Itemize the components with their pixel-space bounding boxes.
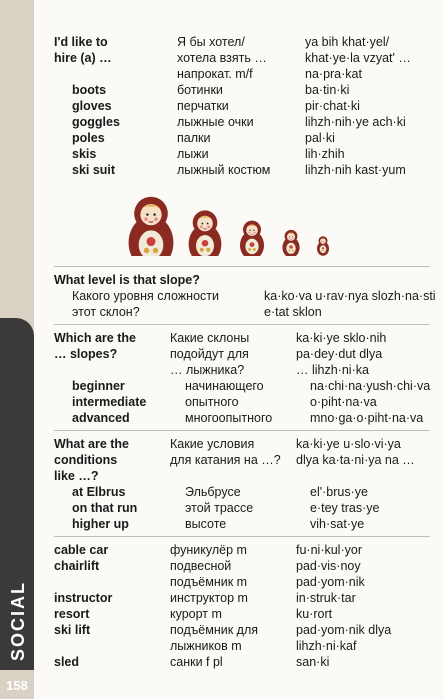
doll-smallest xyxy=(317,236,329,256)
phrase-row xyxy=(0,288,444,304)
phrase-row xyxy=(0,558,444,574)
transliteration: pir·chat·ki xyxy=(305,99,360,113)
phrase-row xyxy=(0,162,444,178)
phrase-row xyxy=(0,98,444,114)
phrase-block-which-slopes xyxy=(0,330,444,426)
russian-phrase: Какие склоны xyxy=(170,331,250,345)
english-word: instructor xyxy=(54,591,113,605)
phrase-row xyxy=(0,304,444,320)
russian-phrase: для катания на …? xyxy=(170,453,281,467)
phrase-row xyxy=(0,130,444,146)
transliteration: lih·zhih xyxy=(305,147,345,161)
english-word: chairlift xyxy=(54,559,100,573)
russian-phrase: подойдут для xyxy=(170,347,249,361)
russian-word: опытного xyxy=(185,395,239,409)
english-word: intermediate xyxy=(72,395,147,409)
english-phrase: hire (a) … xyxy=(54,51,112,65)
english-word: resort xyxy=(54,607,90,621)
phrase-row xyxy=(0,436,444,452)
phrase-row xyxy=(0,272,444,288)
phrase-row xyxy=(0,516,444,532)
transliteration: ka·ko·va u·rav·nya slozh·na·sti xyxy=(264,289,436,303)
section-divider xyxy=(54,266,430,267)
transliteration: na·pra·kat xyxy=(305,67,362,81)
phrase-row xyxy=(0,330,444,346)
phrase-row xyxy=(0,346,444,362)
phrase-row xyxy=(0,394,444,410)
transliteration: fu·ni·kul·yor xyxy=(296,543,362,557)
english-word: beginner xyxy=(72,379,125,393)
transliteration: lihzh·nih kast·yum xyxy=(305,163,406,177)
phrase-row xyxy=(0,574,444,590)
english-word: skis xyxy=(72,147,97,161)
russian-phrase: этот склон? xyxy=(72,305,140,319)
transliteration: ba·tin·ki xyxy=(305,83,350,97)
russian-word: перчатки xyxy=(177,99,229,113)
transliteration: lihzh·ni·kaf xyxy=(296,639,357,653)
russian-word: фуникулёр m xyxy=(170,543,247,557)
phrase-block-slope-level xyxy=(0,272,444,320)
english-phrase: What level is that slope? xyxy=(54,273,200,287)
english-phrase: Which are the xyxy=(54,331,136,345)
russian-word: начинающего xyxy=(185,379,264,393)
russian-word: лыжи xyxy=(177,147,209,161)
english-word: ski lift xyxy=(54,623,91,637)
russian-word: ботинки xyxy=(177,83,223,97)
phrase-row xyxy=(0,82,444,98)
doll-small xyxy=(240,221,264,256)
doll-smaller xyxy=(282,230,299,256)
section-divider xyxy=(54,324,430,325)
transliteration: ku·rort xyxy=(296,607,333,621)
phrase-block-conditions xyxy=(0,436,444,532)
phrase-row xyxy=(0,114,444,130)
phrase-row xyxy=(0,378,444,394)
phrase-row xyxy=(0,468,444,484)
phrase-row xyxy=(0,484,444,500)
transliteration: ka·ki·ye u·slo·vi·ya xyxy=(296,437,401,451)
phrase-row xyxy=(0,500,444,516)
phrase-block-hire xyxy=(0,34,444,178)
english-word: ski suit xyxy=(72,163,116,177)
english-word: at Elbrus xyxy=(72,485,126,499)
russian-phrase: … лыжника? xyxy=(170,363,245,377)
russian-phrase: хотела взять … xyxy=(177,51,267,65)
english-word: poles xyxy=(72,131,105,145)
phrase-row xyxy=(0,452,444,468)
english-word: boots xyxy=(72,83,107,97)
russian-word: инструктор m xyxy=(170,591,248,605)
transliteration: pa·dey·dut dlya xyxy=(296,347,383,361)
russian-word: лыжный костюм xyxy=(177,163,271,177)
phrase-block-vocabulary xyxy=(0,542,444,670)
russian-word: подъёмник m xyxy=(170,575,248,589)
phrase-row xyxy=(0,606,444,622)
russian-word: лыжников m xyxy=(170,639,242,653)
russian-phrase: напрокат. m/f xyxy=(177,67,253,81)
transliteration: pad·yom·nik dlya xyxy=(296,623,392,637)
english-phrase: like …? xyxy=(54,469,99,483)
transliteration: o·piht·na·va xyxy=(310,395,377,409)
transliteration: pad·vis·noy xyxy=(296,559,361,573)
transliteration: pad·yom·nik xyxy=(296,575,365,589)
matryoshka-dolls-illustration xyxy=(125,184,345,256)
russian-word: этой трассе xyxy=(185,501,254,515)
russian-word: многоопытного xyxy=(185,411,273,425)
section-divider xyxy=(54,430,430,431)
transliteration: dlya ka·ta·ni·ya na … xyxy=(296,453,415,467)
transliteration: khat·ye·la vzyat' … xyxy=(305,51,411,65)
english-word: gloves xyxy=(72,99,112,113)
transliteration: ya bih khat·yel/ xyxy=(305,35,390,49)
phrase-row xyxy=(0,362,444,378)
phrase-row xyxy=(0,146,444,162)
transliteration: mno·ga·o·piht·na·va xyxy=(310,411,424,425)
russian-word: подвесной xyxy=(170,559,232,573)
phrase-row xyxy=(0,34,444,50)
english-word: goggles xyxy=(72,115,120,129)
section-divider xyxy=(54,536,430,537)
phrase-row xyxy=(0,410,444,426)
transliteration: in·struk·tar xyxy=(296,591,356,605)
english-phrase: conditions xyxy=(54,453,118,467)
transliteration: e·tat sklon xyxy=(264,305,322,319)
english-phrase: I'd like to xyxy=(54,35,108,49)
transliteration: … lihzh·ni·ka xyxy=(296,363,369,377)
english-word: cable car xyxy=(54,543,109,557)
transliteration: lihzh·nih·ye ach·ki xyxy=(305,115,406,129)
russian-word: высоте xyxy=(185,517,227,531)
english-word: advanced xyxy=(72,411,130,425)
phrase-row xyxy=(0,622,444,638)
russian-word: курорт m xyxy=(170,607,222,621)
phrase-row xyxy=(0,654,444,670)
phrase-row xyxy=(0,66,444,82)
phrase-row xyxy=(0,542,444,558)
section-label: SOCIAL xyxy=(8,581,28,662)
transliteration: ka·ki·ye sklo·nih xyxy=(296,331,387,345)
transliteration: vih·sat·ye xyxy=(310,517,365,531)
russian-phrase: Какого уровня сложности xyxy=(72,289,219,303)
transliteration: e·tey tras·ye xyxy=(310,501,380,515)
russian-word: санки f pl xyxy=(170,655,223,669)
phrase-row xyxy=(0,590,444,606)
english-word: sled xyxy=(54,655,80,669)
transliteration: el'·brus·ye xyxy=(310,485,368,499)
russian-word: Эльбрусе xyxy=(185,485,241,499)
phrase-row xyxy=(0,50,444,66)
english-phrase: What are the xyxy=(54,437,130,451)
page-number: 158 xyxy=(6,678,28,693)
russian-phrase: Я бы хотел/ xyxy=(177,35,245,49)
russian-phrase: Какие условия xyxy=(170,437,255,451)
transliteration: san·ki xyxy=(296,655,330,669)
english-phrase: … slopes? xyxy=(54,347,118,361)
doll-large xyxy=(129,197,174,256)
english-word: higher up xyxy=(72,517,129,531)
english-word: on that run xyxy=(72,501,138,515)
transliteration: na·chi·na·yush·chi·va xyxy=(310,379,431,393)
transliteration: pal·ki xyxy=(305,131,335,145)
russian-word: подъёмник для xyxy=(170,623,259,637)
russian-word: лыжные очки xyxy=(177,115,254,129)
phrase-row xyxy=(0,638,444,654)
russian-word: палки xyxy=(177,131,211,145)
doll-medium xyxy=(189,210,222,256)
